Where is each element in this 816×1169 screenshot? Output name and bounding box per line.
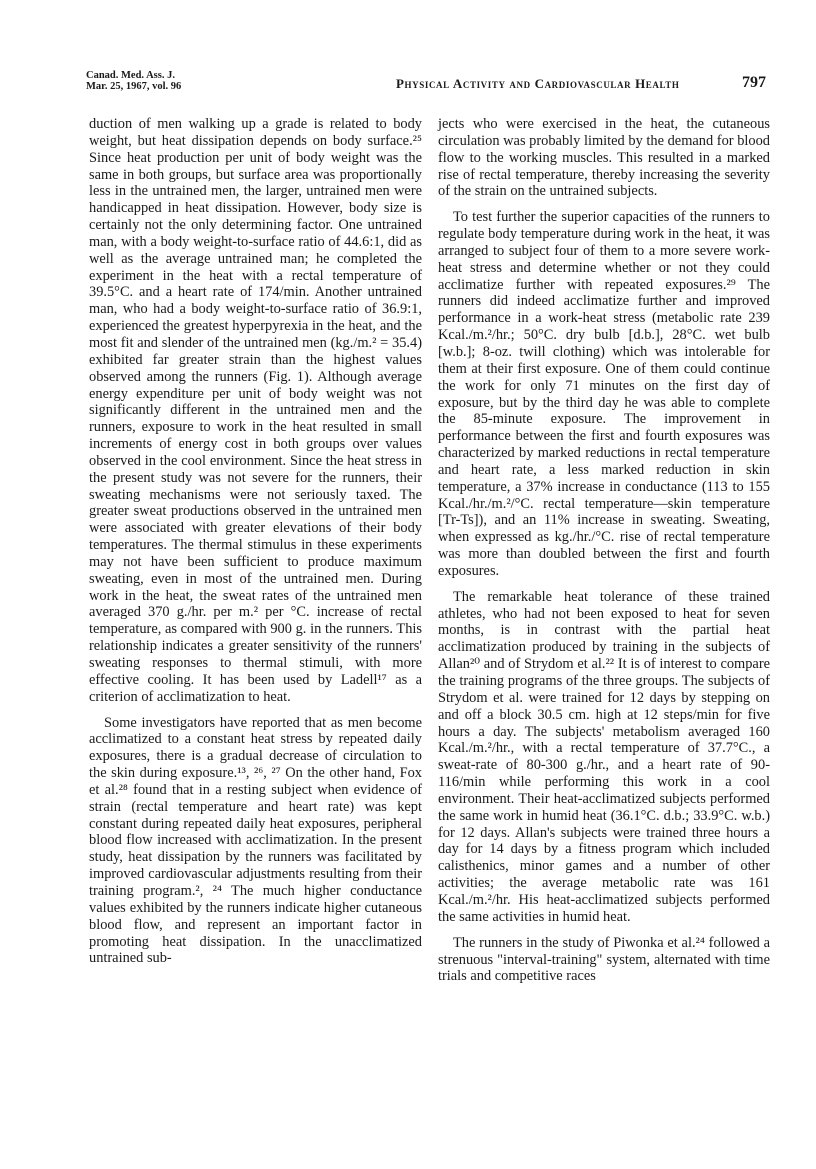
paragraph: The remarkable heat tolerance of these trained athletes, who had not been exposed to heat for seven months, is in contrast with the partial heat acclimatization produced by training in the subjects of Allan²⁰ and of Strydom et al.²² It is of interest to compare the training programs of the three groups. The subjects of Strydom et al. were trained for 12 days by stepping on and off a block 30.5 cm. high at 12 steps/min for five hours a day. The subjects' metabolism averaged 160 Kcal./m.²/hr., with a rectal temperature of 37.7°C., a sweat-rate of 80-300 g./hr., and a heart rate of 90-116/min while performing this work in a cool environment. Their heat-acclimatized subjects performed the same work in humid heat (36.1°C. d.b.; 33.9°C. w.b.) for 12 days. Allan's subjects were trained three hours a day for 14 days by a fitness program which included calisthenics, minor games and a number of other activities; the average metabolic rate was 161 Kcal./m.²/hr. His heat-acclimatized subjects performed the same activities in humid heat. <box>438 588 770 925</box>
journal-name: Canad. Med. Ass. J. <box>86 70 175 81</box>
left-column <box>89 116 422 976</box>
paragraph: Some investigators have reported that as men become acclimatized to a constant heat stress by repeated daily exposures, there is a gradual decrease of circulation to the skin during exposure.¹³, ²⁶, ²⁷ On the other hand, Fox et al.²⁸ found that in a resting subject when evidence of strain (rectal temperature and heart rate) was kept constant during repeated daily heat exposures, peripheral blood flow increased with acclimatization. In the present study, heat dissipation by the runners was facilitated by improved cardiovascular adjustments resulting from their training program.², ²⁴ The much higher conductance values exhibited by the runners indicate higher cutaneous blood flow, and represent an important factor in promoting heat dissipation. In the unacclimatized untrained sub- <box>89 714 422 967</box>
journal-issue: Mar. 25, 1967, vol. 96 <box>86 81 182 92</box>
paragraph: The runners in the study of Piwonka et al.²⁴ followed a strenuous "interval-training" system, alternated with time trials and competitive races <box>438 934 770 985</box>
paragraph: duction of men walking up a grade is related to body weight, but heat dissipation depends on body surface.²⁵ Since heat production per unit of body weight was the same in both groups, but surface area was proportionally less in the untrained men, the larger, untrained men were handicapped in heat dissipation. However, body size is certainly not the only determining factor. One untrained man, with a body weight-to-surface ratio of 44.6:1, did as well as the average untrained man; he completed the experiment in the heat with a rectal temperature of 39.5°C. and a heart rate of 174/min. Another untrained man, who had a body weight-to-surface ratio of 36.9:1, experienced the greatest hyperpyrexia in the heat, and the most fit and slender of the untrained men (kg./m.² = 35.4) exhibited far greater strain than the highest values observed among the runners (Fig. 1). Although average energy expenditure per unit of body weight was not significantly different in the untrained men and the runners, exposure to work in the heat resulted in small increments of energy cost in both groups over values observed in the cool environment. Since the heat stress in the present study was not severe for the runners, their sweating mechanisms were not seriously taxed. The greater sweat productions observed in the untrained men were associated with greater elevations of their body temperatures. The thermal stimulus in these experiments may not have been sufficient to produce maximum sweating, even in most of the untrained men. During work in the heat, the sweat rates of the untrained men averaged 370 g./hr. per m.² per °C. increase of rectal temperature, as compared with 900 g. in the runners. This relationship indicates a greater sensitivity of the runners' sweating responses to thermal stimuli, with more effective cooling. It has been used by Ladell¹⁷ as a criterion of acclimatization to heat. <box>89 116 422 705</box>
paragraph: jects who were exercised in the heat, the cutaneous circulation was probably limited by the demand for blood flow to the working muscles. This resulted in a marked rise of rectal temperature, thereby increasing the severity of the strain on the untrained subjects. <box>438 116 770 200</box>
page-number: 797 <box>742 74 766 91</box>
journal-citation <box>86 70 181 92</box>
right-column <box>438 116 770 994</box>
paragraph: To test further the superior capacities of the runners to regulate body temperature during work in the heat, it was arranged to subject four of them to a more severe work-heat stress and determine whether or not they could acclimatize further with repeated exposures.²⁹ The runners did indeed acclimatize further and improved performance in a work-heat stress (metabolic rate 239 Kcal./m.²/hr.; 50°C. dry bulb [d.b.], 28°C. wet bulb [w.b.]; 8-oz. twill clothing) which was intolerable for them at their first exposure. One of them could continue the work for only 71 minutes on the first day of exposure, but by the third day he was able to complete the 85-minute exposure. The improvement in performance between the first and fourth exposures was characterized by marked reductions in rectal temperature and heart rate, a less marked reduction in skin temperature, a 37% increase in conductance (113 to 155 Kcal./hr./m.²/°C. rectal temperature—skin temperature [Tr-Ts]), and an 11% increase in sweating. Sweating, when expressed as kg./hr./°C. rise of rectal temperature was more than doubled between the first and fourth exposures. <box>438 209 770 579</box>
running-title: Physical Activity and Cardiovascular Health <box>396 76 680 91</box>
